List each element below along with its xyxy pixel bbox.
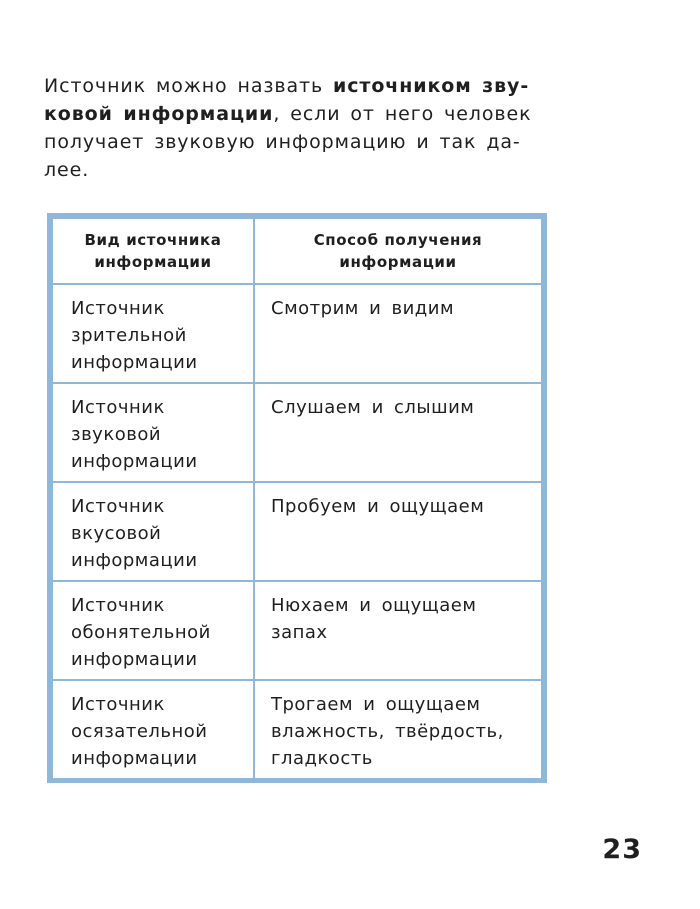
cell-source [52,581,254,680]
intro-bold-term-line1: источником зву- [333,75,530,97]
cell-text: Источник [71,496,165,517]
cell-text: Смотрим и видим [271,298,455,319]
cell-text: зрительной [71,325,187,346]
cell-text: Источник [71,595,165,616]
cell-source [52,284,254,383]
header-source-type [52,218,254,284]
cell-method [254,482,542,581]
intro-text-part1: Источник можно назвать [44,75,334,97]
cell-text: звуковой [71,424,162,445]
cell-text: Нюхаем и ощущаем [271,595,477,616]
cell-method [254,284,542,383]
cell-method [254,680,542,779]
cell-text: осязательной [71,721,208,742]
cell-text: информации [71,550,198,571]
cell-text: Источник [71,694,165,715]
source-types-table [51,217,543,780]
header-source-type-line2: информации [94,253,212,271]
cell-source [52,680,254,779]
table-row [52,680,542,779]
cell-text: гладкость [271,748,373,769]
header-method-line1: Способ получения [313,231,483,249]
cell-text: Источник [71,397,165,418]
cell-text: Трогаем и ощущаем [271,694,481,715]
cell-text: Источник [71,298,165,319]
header-source-type-line1: Вид источника [84,231,222,249]
cell-text: информации [71,451,198,472]
cell-text: запах [271,622,328,643]
header-method-line2: информации [339,253,457,271]
cell-text: информации [71,352,198,373]
cell-text: вкусовой [71,523,162,544]
table-row [52,581,542,680]
table-row [52,482,542,581]
cell-text: Слушаем и слышим [271,397,475,418]
cell-method [254,581,542,680]
intro-bold-term-line2: ковой информации [44,103,274,125]
page-number: 23 [602,834,642,865]
intro-paragraph [44,72,564,184]
cell-source [52,482,254,581]
table-row [52,383,542,482]
intro-text-part2: , если от него человек получает звуковую информацию и так да- [44,103,532,153]
cell-text: Пробуем и ощущаем [271,496,485,517]
header-method [254,218,542,284]
cell-source [52,383,254,482]
cell-method [254,383,542,482]
intro-text-part3: лее. [44,159,90,181]
cell-text: информации [71,649,198,670]
table-row [52,284,542,383]
source-types-table-frame [47,213,547,783]
cell-text: обонятельной [71,622,211,643]
cell-text: информации [71,748,198,769]
table-header-row [52,218,542,284]
cell-text: влажность, твёрдость, [271,721,504,742]
